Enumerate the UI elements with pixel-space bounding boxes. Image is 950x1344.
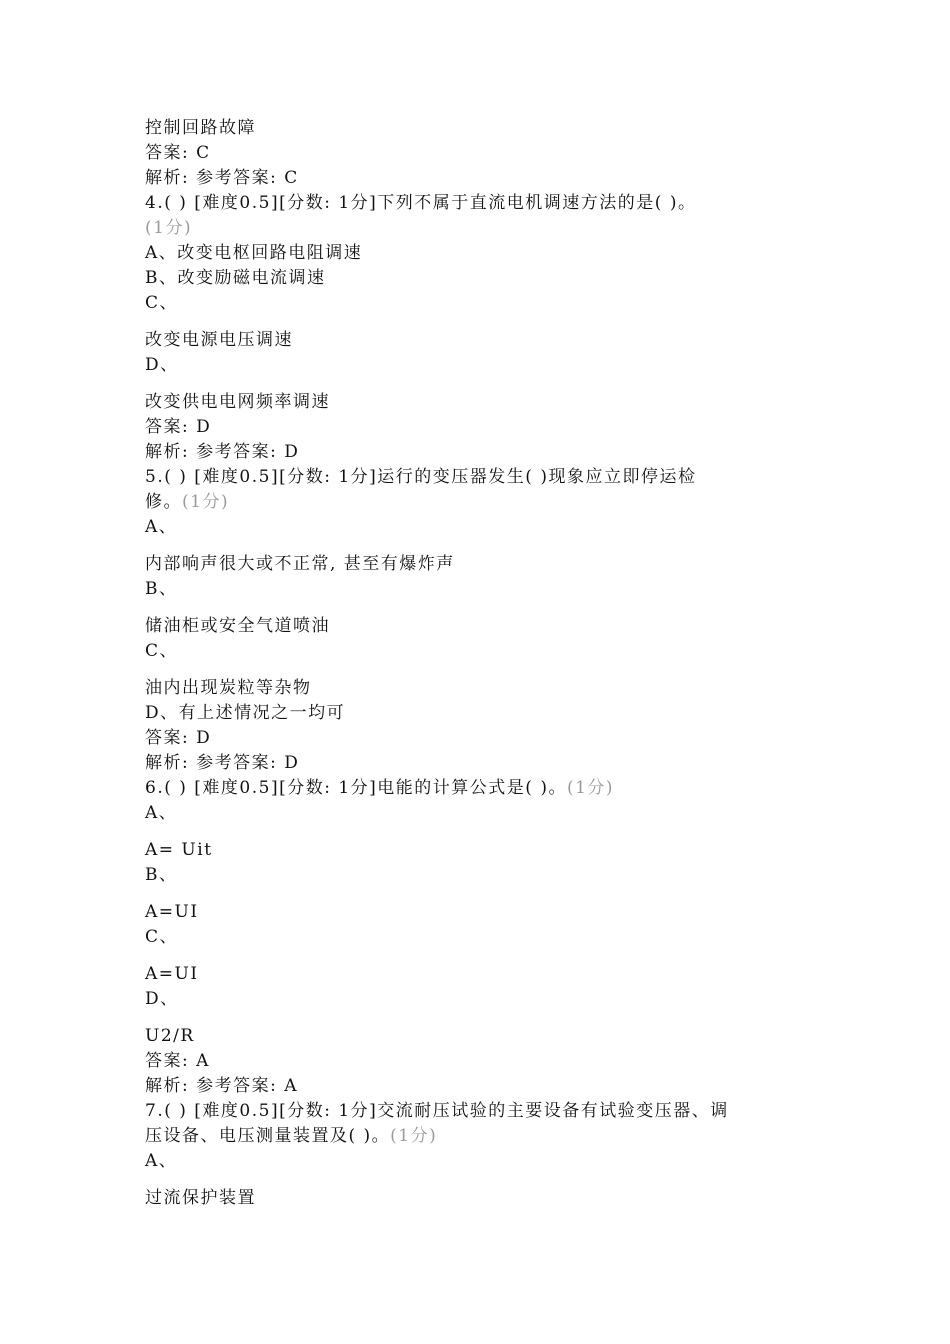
spacer bbox=[145, 826, 805, 838]
question-6-score: (1分) bbox=[566, 778, 615, 798]
question-7-stem-line2 bbox=[145, 1124, 805, 1149]
question-6-stem: 6.( ) [难度0.5][分数: 1分]电能的计算公式是( )。 bbox=[145, 778, 567, 798]
spacer bbox=[145, 316, 805, 328]
question-7-stem-line1: 7.( ) [难度0.5][分数: 1分]交流耐压试验的主要设备有试验变压器、调 bbox=[145, 1101, 729, 1121]
option-d-text: U2/R bbox=[145, 1026, 195, 1046]
option-d-label: D、 bbox=[145, 989, 179, 1009]
spacer bbox=[145, 664, 805, 676]
spacer bbox=[145, 378, 805, 390]
analysis-line: 解析: 参考答案: C bbox=[145, 168, 299, 188]
spacer bbox=[145, 540, 805, 552]
option-b-label: B、 bbox=[145, 865, 178, 885]
option-c-text: 油内出现炭粒等杂物 bbox=[145, 678, 312, 698]
option-b-text: A=UI bbox=[145, 902, 199, 922]
option-b: B、改变励磁电流调速 bbox=[145, 268, 326, 288]
spacer bbox=[145, 888, 805, 900]
analysis-line: 解析: 参考答案: A bbox=[145, 1076, 299, 1096]
analysis-line: 解析: 参考答案: D bbox=[145, 442, 300, 462]
option-c-text: 改变电源电压调速 bbox=[145, 330, 293, 350]
option-a-label: A、 bbox=[145, 517, 178, 537]
option-d-text: 改变供电电网频率调速 bbox=[145, 392, 330, 412]
spacer bbox=[145, 950, 805, 962]
option-a-text: A= Uit bbox=[145, 840, 213, 860]
option-a-label: A、 bbox=[145, 1151, 178, 1171]
question-7-score: (1分) bbox=[390, 1126, 438, 1146]
spacer bbox=[145, 1012, 805, 1024]
option-a: A、改变电枢回路电阻调速 bbox=[145, 243, 363, 263]
option-c-text: A=UI bbox=[145, 964, 199, 984]
option-d-label: D、 bbox=[145, 355, 179, 375]
question-stem bbox=[145, 191, 805, 216]
answer-line: 答案: D bbox=[145, 728, 212, 748]
option-c-label: C、 bbox=[145, 293, 179, 313]
answer-line: 答案: A bbox=[145, 1051, 210, 1071]
question-5-stem-line1: 5.( ) [难度0.5][分数: 1分]运行的变压器发生( )现象应立即停运检 bbox=[145, 467, 697, 487]
option-c-label: C、 bbox=[145, 927, 179, 947]
option-a-label: A、 bbox=[145, 803, 178, 823]
question-5-stem-line2 bbox=[145, 490, 805, 515]
option-a-text: 内部响声很大或不正常, 甚至有爆炸声 bbox=[145, 554, 455, 574]
option-text: 控制回路故障 bbox=[145, 118, 256, 138]
analysis-line: 解析: 参考答案: D bbox=[145, 753, 300, 773]
option-a-text: 过流保护装置 bbox=[145, 1188, 256, 1208]
option-b-label: B、 bbox=[145, 579, 178, 599]
question-5-score: (1分) bbox=[182, 492, 230, 512]
question-score-line bbox=[145, 216, 805, 241]
question-4-stem: 4.( ) [难度0.5][分数: 1分]下列不属于直流电机调速方法的是( )。 bbox=[145, 193, 697, 213]
question-4-score: (1分) bbox=[145, 218, 193, 238]
answer-line: 答案: C bbox=[145, 143, 211, 163]
answer-line: 答案: D bbox=[145, 417, 212, 437]
spacer bbox=[145, 602, 805, 614]
spacer bbox=[145, 1174, 805, 1186]
question-5-stem-tail: 修。 bbox=[145, 492, 182, 512]
document-page bbox=[145, 116, 805, 1211]
option-d: D、有上述情况之一均可 bbox=[145, 703, 346, 723]
option-c-label: C、 bbox=[145, 641, 179, 661]
option-b-text: 储油柜或安全气道喷油 bbox=[145, 616, 330, 636]
question-7-stem-tail: 压设备、电压测量装置及( )。 bbox=[145, 1126, 391, 1146]
question-stem bbox=[145, 776, 805, 801]
